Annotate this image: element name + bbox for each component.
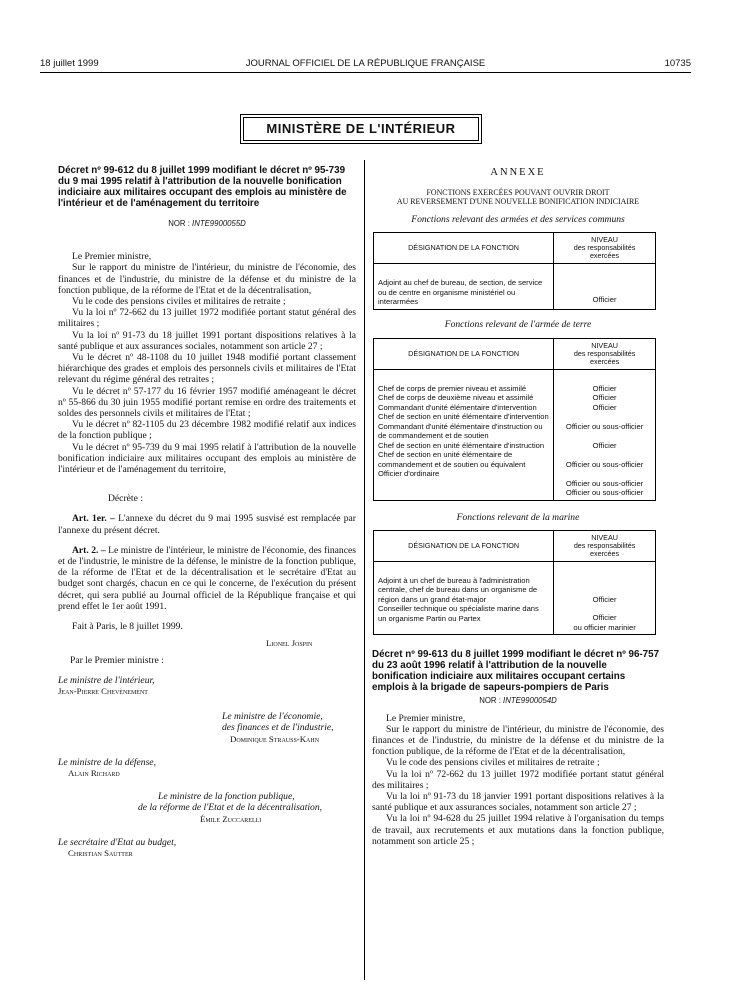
decrete: Décrète : [108, 493, 143, 505]
annexe-subtitle-line: AU REVERSEMENT D'UNE NOUVELLE BONIFICATION INDICIAIRE [396, 197, 640, 207]
annexe-title: ANNEXE [490, 167, 546, 178]
table-row: Adjoint à un chef de bureau à l'administration centrale, chef de bureau dans un organisme de région dans un grand état-major [378, 575, 538, 604]
nor-label: NOR : [479, 696, 501, 706]
visa-item: Vu la loi nº 91-73 du 18 juillet 1991 portant dispositions relatives à la santé publique et aux assurances sociales, notamment son article 27 ; [58, 329, 356, 352]
table-terre [373, 338, 656, 501]
visa-item: Vu le code des pensions civiles et militaires de retraite ; [72, 296, 286, 308]
article-2-label: Art. 2. – [72, 544, 106, 556]
table-cell-niveau: Officier [592, 393, 617, 403]
signatory-title: des finances et de l'industrie, [222, 722, 334, 734]
visa-item: Vu la loi nº 72-662 du 13 juillet 1972 modifiée portant statut général des militaires ; [58, 307, 356, 330]
visa-item: Vu la loi nº 72-662 du 13 juillet 1972 modifiée portant statut général des militaires ; [372, 768, 664, 791]
col-header-niveau [554, 338, 656, 369]
table-row: Chef de corps de premier niveau et assimilé [378, 383, 527, 393]
signatory-name: Émile Zuccarelli [200, 813, 262, 824]
signatory-title: Le ministre de la défense, [58, 756, 156, 768]
decree-title-2: Décret nº 99-613 du 8 juillet 1999 modifiant le décret nº 96-757 du 23 août 1996 relatif à l'attribution de la nouvelle bonification indiciaire aux militaires occupant certains emplois à la brigade de sapeurs-pompiers de Paris [372, 649, 660, 694]
nor-code: INTE9900055D [192, 219, 246, 228]
pm-signature: Lionel Jospin [266, 638, 313, 649]
signatory-title: Le ministre de l'intérieur, [58, 674, 155, 686]
article-2-text: Le ministre de l'intérieur, le ministre de l'économie, des finances et de l'industrie, le ministre de la défense, le ministre de la fonction publique, de la réforme de l'Etat et de la décentralisation et le secrétaire d'Etat au budget sont chargés, chacun en ce qui le concerne, de l'exécution du présent décret, qui sera publié au Journal officiel de la République française et qui prend effet le 1er août 1991. [58, 544, 356, 612]
visa-item: Vu le décret nº 48-1108 du 10 juillet 1948 modifié portant classement hiérarchique des grades et emplois des personnels civils et militaires de l'Etat relevant du régime général des retraites ; [58, 352, 356, 386]
signatory-name: Jean-Pierre Chevènement [58, 685, 148, 696]
nor-code: INTE9900054D [503, 696, 557, 706]
col-header-line: NIVEAU [591, 532, 618, 542]
fait-a-paris: Fait à Paris, le 8 juillet 1999. [72, 621, 183, 633]
signatory-name: Dominique Strauss-Kahn [230, 733, 320, 744]
annexe-subtitle-line: FONCTIONS EXERCÉES POUVANT OUVRIR DROIT [426, 188, 610, 198]
signatory-title: Le secrétaire d'Etat au budget, [58, 836, 177, 848]
header-page-number: 10735 [664, 58, 691, 69]
col-header-designation: DÉSIGNATION DE LA FONCTION [374, 530, 554, 561]
col-header-line: exercées [589, 251, 620, 261]
table-row: Adjoint au chef de bureau, de section, de service ou de centre en organisme ministériel ou interarmées [374, 264, 554, 310]
table-row: Chef de section en unité élémentaire d'instruction [378, 440, 545, 450]
table-row: Commandant d'unité élémentaire d'instruction ou de commandement et de soutien [378, 421, 543, 441]
column-divider [364, 160, 365, 980]
par-premier-ministre: Par le Premier ministre : [70, 654, 164, 666]
nor-reference [58, 218, 356, 229]
col-header-line: exercées [589, 548, 620, 558]
table-cell-niveau: Officier [592, 402, 617, 412]
table-cell-niveau: Officier [592, 613, 617, 623]
visa-item: Vu le décret nº 95-739 du 9 mai 1995 relatif à l'attribution de la nouvelle bonification indiciaire aux militaires occupant des emplois au ministère de l'intérieur et de l'aménagement du territoire, [58, 441, 356, 476]
article-1-text: L'annexe du décret du 9 mai 1995 susvisé est remplacée par l'annexe du présent décret. [58, 513, 356, 536]
table-cell-niveau: Officier [592, 594, 617, 604]
decree-intro: Le Premier ministre, [72, 251, 152, 263]
left-column [58, 165, 356, 859]
article-1-label: Art. 1er. – [72, 513, 115, 525]
table-row: Chef de corps de deuxième niveau et assimilé [378, 393, 534, 403]
table-armees [373, 232, 656, 310]
signatory-name: Alain Richard [68, 767, 120, 778]
signatory-name: Christian Sautter [68, 847, 133, 858]
visa-item: Vu le décret nº 82-1105 du 23 décembre 1982 modifié relatif aux indices de la fonction publique ; [58, 419, 356, 442]
table-cell-niveau: Officier [592, 383, 617, 393]
col-header-line: des responsabilités [573, 540, 636, 550]
visa-item: Sur le rapport du ministre de l'intérieur, du ministre de l'économie, des finances et de l'industrie, du ministre de la défense et du ministre de la fonction publique, de la réforme de l'Etat et de la décentralisation, [372, 723, 664, 758]
table-cell-niveau: Officier ou sous-officier [565, 488, 644, 498]
table-row: Commandant d'unité élémentaire d'intervention [378, 402, 537, 412]
col-header-niveau [554, 530, 656, 561]
nor-label: NOR : [168, 219, 190, 228]
col-header-designation: DÉSIGNATION DE LA FONCTION [374, 338, 554, 369]
section-heading: Fonctions relevant de l'armée de terre [444, 319, 592, 331]
table-cell-niveau: Officier ou sous-officier [565, 459, 644, 469]
section-heading: Fonctions relevant des armées et des services communs [411, 214, 625, 226]
header-rule [40, 72, 691, 73]
col-header-line: des responsabilités [573, 243, 636, 253]
table-body [374, 561, 554, 635]
page-header [40, 58, 691, 72]
table-cell-niveau: Officier [592, 440, 617, 450]
signatory-title: Le ministre de l'économie, [222, 711, 323, 723]
table-cell-niveau: ou officier marinier [573, 622, 636, 632]
col-header-line: NIVEAU [591, 235, 618, 245]
signatory-title: Le ministre de la fonction publique, [158, 791, 295, 803]
decree-title: Décret nº 99-612 du 8 juillet 1999 modifiant le décret nº 95-739 du 9 mai 1995 relatif à l'attribution de la nouvelle bonification indiciaire aux militaires occupant des emplois au ministère de l'intérieur et de l'aménagement du territoire [58, 165, 347, 209]
col-header-line: exercées [590, 356, 620, 366]
table-body [374, 369, 554, 500]
table-cell-niveau: Officier ou sous-officier [565, 478, 644, 488]
visa-item: Sur le rapport du ministre de l'intérieur, du ministre de l'économie, des finances et de l'industrie, du ministre de la défense et du ministre de la fonction publique, de la réforme de l'Etat et de la décentralisation, [58, 262, 356, 296]
col-header-niveau [554, 233, 656, 264]
section-heading: Fonctions relevant de la marine [456, 511, 580, 523]
table-row: Conseiller technique ou spécialiste marine dans un organisme Partin ou Partex [378, 604, 539, 623]
table-cell-niveau: Officier ou sous-officier [565, 421, 644, 431]
article-2 [58, 545, 356, 612]
col-header-line: NIVEAU [591, 340, 618, 350]
visa-item: Vu la loi nº 91-73 du 18 janvier 1991 portant dispositions relatives à la santé publique et aux assurances sociales, notamment son article 27 ; [372, 790, 664, 814]
annexe-subtitle [372, 188, 664, 206]
table-cell-niveau: Officier [554, 264, 656, 310]
article-1 [58, 513, 356, 535]
table-row: Chef de section en unité élémentaire d'intervention [378, 412, 549, 422]
header-date: 18 juillet 1999 [40, 58, 99, 69]
visa-item: Vu le décret nº 57-177 du 16 février 1957 modifié aménageant le décret nº 55-866 du 30 juin 1955 modifié portant remise en ordre des traitements et soldes des personnels civils et militaires de l'Etat ; [58, 385, 356, 420]
table-row: Chef de section en unité élémentaire de commandement et de soutien ou équivalent [378, 450, 526, 469]
table-values [554, 369, 656, 500]
visa-item: Vu la loi nº 94-628 du 25 juillet 1994 relative à l'organisation du temps de travail, aux recrutements et aux mutations dans la fonction publique, notamment son article 25 ; [372, 813, 664, 847]
nor-reference-2 [372, 695, 664, 706]
col-header-designation: DÉSIGNATION DE LA FONCTION [374, 233, 554, 264]
col-header-line: des responsabilités [573, 348, 636, 358]
table-marine [373, 530, 656, 636]
ministry-heading: MINISTÈRE DE L'INTÉRIEUR [243, 117, 479, 141]
right-column [372, 165, 664, 847]
table-row: Officier d'ordinaire [378, 469, 440, 479]
visa-item: Vu le code des pensions civiles et militaires de retraite ; [386, 757, 600, 769]
decree-intro: Le Premier ministre, [386, 712, 466, 724]
signatory-title: de la réforme de l'Etat et de la décentralisation, [138, 802, 323, 814]
header-journal: JOURNAL OFFICIEL DE LA RÉPUBLIQUE FRANÇAISE [245, 58, 486, 69]
table-values [554, 561, 656, 635]
